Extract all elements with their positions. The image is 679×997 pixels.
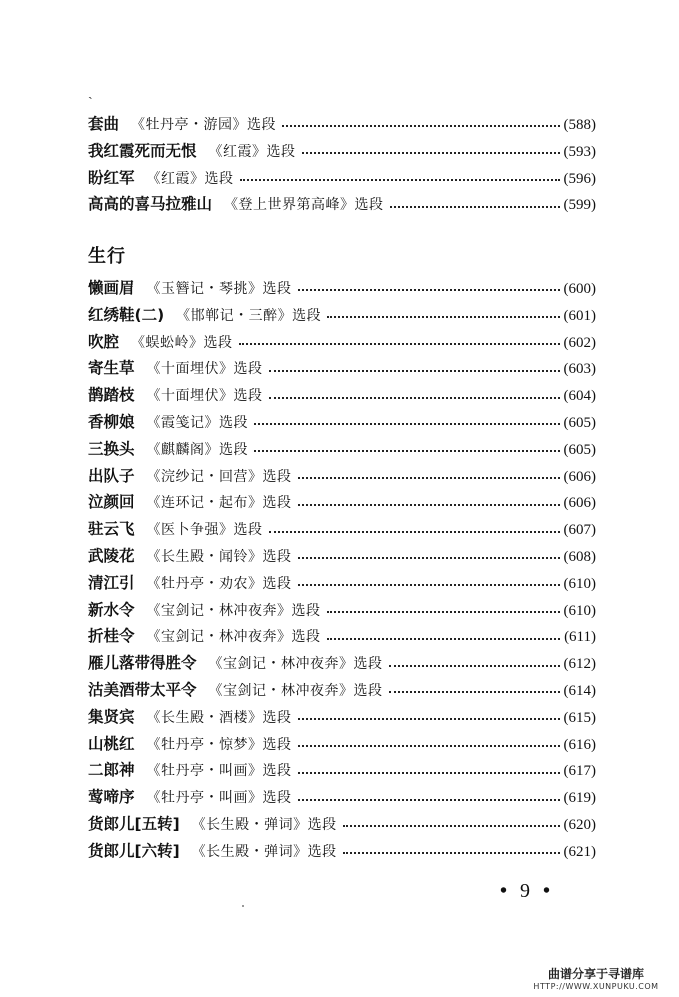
toc-entry — [88, 705, 596, 732]
toc-entry-source: 《医卜争强》选段 — [146, 522, 263, 539]
toc-entry-page: (608) — [563, 548, 596, 565]
toc-dot-leader — [298, 289, 560, 291]
page-number-right-dot: • — [543, 880, 555, 902]
toc-entry-source: 《霞笺记》选段 — [146, 414, 249, 431]
toc-entry — [88, 112, 596, 139]
toc-entry-title: 雁儿落带得胜令 — [88, 654, 197, 673]
toc-entry-title: 我红霞死而无恨 — [88, 141, 197, 160]
toc-entry — [88, 303, 596, 330]
toc-dot-leader — [298, 504, 560, 506]
toc-entry-source: 《牡丹亭・叫画》选段 — [146, 763, 292, 780]
toc-entry — [88, 192, 596, 219]
toc-dot-leader — [298, 718, 560, 720]
toc-entry — [88, 276, 596, 303]
toc-entry-title: 出队子 — [88, 466, 135, 485]
toc-entry-page: (614) — [563, 682, 596, 699]
toc-entry-page: (593) — [563, 143, 596, 160]
watermark-url: HTTP://WWW.XUNPUKU.COM — [533, 982, 659, 991]
toc-entry — [88, 678, 596, 705]
toc-entry-page: (599) — [563, 197, 596, 214]
toc-entry-title: 套曲 — [88, 115, 120, 133]
toc-entry — [88, 490, 596, 517]
toc-dot-leader — [390, 206, 560, 208]
toc-entry-page: (612) — [563, 656, 596, 673]
toc-entry-source: 《红霞》选段 — [146, 170, 234, 187]
toc-entry-page: (602) — [563, 334, 596, 351]
toc-dot-leader — [343, 852, 560, 854]
toc-entry — [88, 571, 596, 598]
section-heading: 生行 — [88, 246, 126, 267]
toc-dot-leader — [389, 665, 560, 667]
toc-entry-title: 沽美酒带太平令 — [88, 680, 197, 699]
toc-entry-title: 货郎儿[五转] — [88, 814, 180, 833]
toc-entry-page: (601) — [563, 307, 596, 324]
toc-entry-source: 《长生殿・酒楼》选段 — [146, 709, 292, 726]
toc-dot-leader — [298, 557, 560, 559]
toc-dot-leader — [240, 179, 560, 181]
toc-entry-title: 寄生草 — [88, 359, 135, 378]
toc-entry-page: (607) — [563, 522, 596, 539]
toc-entry-page: (606) — [563, 468, 596, 485]
toc-entry-source: 《连环记・起布》选段 — [146, 495, 292, 512]
toc-entry-source: 《宝剑记・林冲夜奔》选段 — [208, 682, 383, 699]
toc-dot-leader — [298, 477, 560, 479]
toc-entry-title: 懒画眉 — [88, 279, 135, 297]
toc-entry-title: 香柳娘 — [88, 412, 135, 431]
toc-entry-title: 红绣鞋(二) — [88, 305, 165, 324]
toc-dot-leader — [254, 450, 559, 452]
toc-entry — [88, 330, 596, 357]
toc-entry-page: (610) — [563, 575, 596, 592]
toc-entry — [88, 839, 596, 866]
stray-dot — [242, 905, 244, 907]
toc-entry-page: (615) — [563, 709, 596, 726]
toc-entry-source: 《宝剑记・林冲夜奔》选段 — [146, 602, 321, 619]
toc-dot-leader — [239, 343, 560, 345]
page-number — [500, 880, 554, 903]
toc-entry-page: (621) — [563, 843, 596, 860]
toc-entry-title: 武陵花 — [88, 546, 135, 565]
toc-entry-title: 山桃红 — [88, 734, 135, 753]
toc-entry — [88, 598, 596, 625]
toc-dot-leader — [269, 531, 560, 533]
toc-entry — [88, 410, 596, 437]
toc-entry-page: (605) — [563, 441, 596, 458]
toc-entry — [88, 785, 596, 812]
toc-entry-page: (610) — [563, 602, 596, 619]
toc-entry-source: 《宝剑记・林冲夜奔》选段 — [208, 656, 383, 673]
page-number-left-dot: • — [500, 880, 512, 902]
toc-entry-page: (619) — [563, 790, 596, 807]
toc-entry-page: (606) — [563, 495, 596, 512]
toc-top-group — [88, 112, 596, 219]
toc-entry-source: 《牡丹亭・劝农》选段 — [146, 575, 292, 592]
toc-entry-source: 《红霞》选段 — [208, 143, 296, 160]
toc-entry-source: 《邯郸记・三醉》选段 — [176, 307, 322, 324]
toc-entry-page: (616) — [563, 736, 596, 753]
toc-entry-title: 货郎儿[六转] — [88, 841, 180, 860]
toc-entry-page: (604) — [563, 388, 596, 405]
toc-dot-leader — [298, 799, 560, 801]
toc-entry-title: 折桂令 — [88, 627, 135, 646]
watermark — [521, 965, 671, 991]
toc-entry-source: 《宝剑记・林冲夜奔》选段 — [146, 629, 321, 646]
toc-entry — [88, 464, 596, 491]
toc-entry-source: 《浣纱记・回营》选段 — [146, 468, 292, 485]
toc-entry — [88, 166, 596, 193]
toc-entry-page: (600) — [563, 281, 596, 297]
toc-entry-title: 吹腔 — [88, 332, 120, 351]
toc-entry-source: 《长生殿・弹词》选段 — [191, 816, 337, 833]
toc-entry — [88, 356, 596, 383]
toc-dot-leader — [327, 638, 561, 640]
toc-entry-page: (605) — [563, 414, 596, 431]
toc-entry-source: 《长生殿・闻铃》选段 — [146, 548, 292, 565]
toc-entry-page: (603) — [563, 361, 596, 378]
toc-entry — [88, 651, 596, 678]
toc-entry — [88, 517, 596, 544]
toc-dot-leader — [269, 370, 560, 372]
toc-entry — [88, 732, 596, 759]
toc-entry-source: 《十面埋伏》选段 — [146, 388, 263, 405]
toc-entry-title: 泣颜回 — [88, 493, 135, 512]
toc-dot-leader — [254, 423, 559, 425]
toc-entry — [88, 624, 596, 651]
toc-entry-source: 《十面埋伏》选段 — [146, 361, 263, 378]
toc-entry — [88, 812, 596, 839]
toc-entry-list — [88, 276, 596, 866]
toc-dot-leader — [302, 152, 560, 154]
toc-entry-source: 《牡丹亭・惊梦》选段 — [146, 736, 292, 753]
toc-entry-page: (620) — [563, 816, 596, 833]
toc-entry-title: 莺啼序 — [88, 788, 135, 807]
toc-entry-page: (611) — [564, 629, 596, 646]
toc-entry-page: (617) — [563, 763, 596, 780]
watermark-title: 曲谱分享于寻谱库 — [547, 967, 644, 981]
toc-entry — [88, 383, 596, 410]
toc-entry-title: 驻云飞 — [88, 520, 135, 539]
toc-entry-source: 《登上世界第高峰》选段 — [224, 197, 384, 214]
toc-entry-title: 新水令 — [88, 600, 135, 619]
toc-entry-source: 《蜈蚣岭》选段 — [131, 334, 233, 351]
toc-entry — [88, 139, 596, 166]
toc-dot-leader — [298, 745, 560, 747]
toc-section-sheng — [88, 242, 596, 866]
toc-entry-title: 三换头 — [88, 439, 135, 458]
toc-entry-source: 《长生殿・弹词》选段 — [191, 843, 337, 860]
toc-dot-leader — [282, 125, 559, 127]
toc-dot-leader — [343, 825, 560, 827]
toc-entry-page: (588) — [563, 117, 596, 133]
toc-entry-title: 集贤宾 — [88, 707, 135, 726]
toc-entry-title: 高高的喜马拉雅山 — [88, 195, 213, 214]
toc-entry — [88, 544, 596, 571]
toc-entry-title: 清江引 — [88, 573, 135, 592]
toc-dot-leader — [269, 397, 560, 399]
page-number-value: 9 — [520, 880, 535, 902]
toc-dot-leader — [327, 316, 559, 318]
toc-entry-source: 《麒麟阁》选段 — [146, 441, 249, 458]
toc-entry-page: (596) — [563, 170, 596, 187]
toc-entry-source: 《牡丹亭・叫画》选段 — [146, 790, 292, 807]
toc-dot-leader — [327, 611, 560, 613]
toc-entry-title: 鹊踏枝 — [88, 386, 135, 405]
toc-entry-source: 《玉簪记・琴挑》选段 — [146, 281, 292, 297]
toc-entry-source: 《牡丹亭・游园》选段 — [131, 117, 277, 133]
toc-dot-leader — [298, 772, 560, 774]
toc-entry-title: 盼红军 — [88, 168, 135, 187]
toc-dot-leader — [298, 584, 560, 586]
toc-entry — [88, 758, 596, 785]
stray-mark: ˎ — [88, 84, 93, 100]
toc-entry-title: 二郎神 — [88, 761, 135, 780]
toc-entry — [88, 437, 596, 464]
toc-dot-leader — [389, 691, 560, 693]
